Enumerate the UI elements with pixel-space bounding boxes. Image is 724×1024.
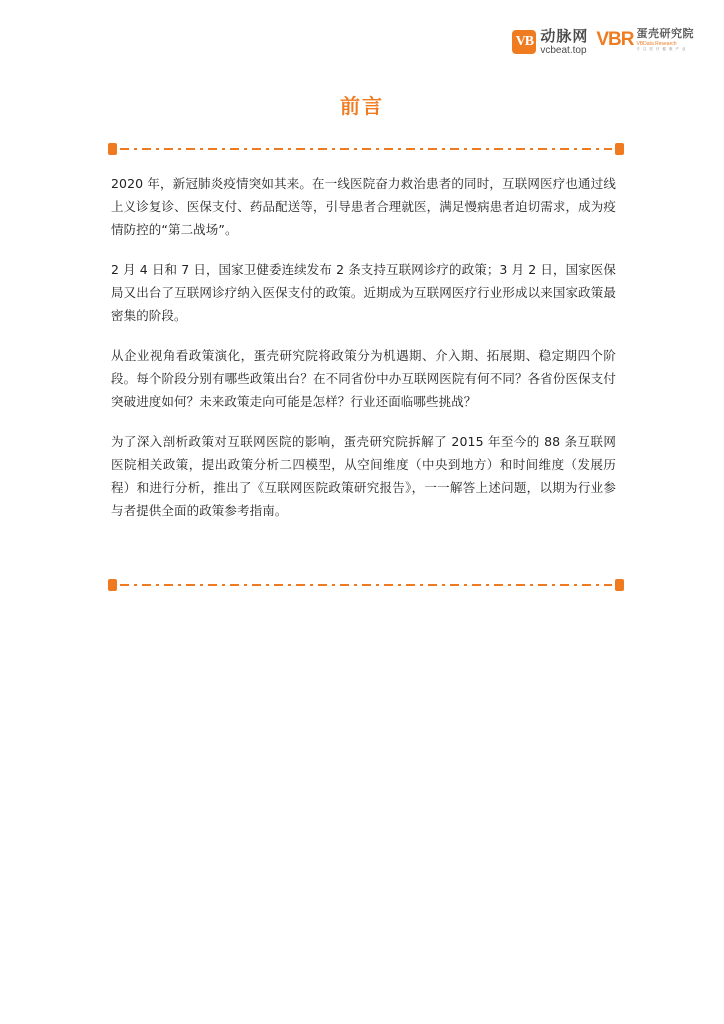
divider-cap-right xyxy=(615,143,624,155)
vbr-logo-en: VBData Research xyxy=(636,41,677,47)
page-title: 前言 xyxy=(340,94,384,118)
vcbeat-logo-icon: VB xyxy=(512,30,536,54)
vcbeat-logo-text xyxy=(540,27,588,56)
bottom-divider xyxy=(108,579,624,591)
vcbeat-logo-name: 动脉网 xyxy=(540,27,589,45)
paragraph-4: 为了深入剖析政策对互联网医院的影响，蛋壳研究院拆解了 2015 年至今的 88 条互联网医院相关政策，提出政策分析二四模型，从空间维度（中央到地方）和时间维度（发展历程）和进行分析，推出了《互联网医院政策研究报告》，一一解答上述问题，以期为行业参与者提供全面的政策参考指南。 xyxy=(111,434,616,518)
header-logos xyxy=(512,27,694,61)
top-divider xyxy=(108,143,624,155)
vbr-logo-icon: VBR xyxy=(596,29,634,50)
preface-body xyxy=(111,172,616,539)
vbr-logo-name: 蛋壳研究院 xyxy=(636,27,694,40)
vbr-logo-slogan: 专注医疗健康产业 xyxy=(636,47,689,51)
divider-cap-right xyxy=(615,579,624,591)
paragraph-3: 从企业视角看政策演化，蛋壳研究院将政策分为机遇期、介入期、拓展期、稳定期四个阶段。每个阶段分别有哪些政策出台？在不同省份中办互联网医院有何不同？各省份医保支付突破进度如何？未来政策走向可能是怎样？行业还面临哪些挑战？ xyxy=(111,348,616,409)
vcbeat-logo-domain: vcbeat.top xyxy=(540,45,587,56)
paragraph-1: 2020 年，新冠肺炎疫情突如其来。在一线医院奋力救治患者的同时，互联网医疗也通过线上义诊复诊、医保支付、药品配送等，引导患者合理就医，满足慢病患者迫切需求，成为疫情防控的“第二战场”。 xyxy=(111,176,616,237)
divider-cap-left xyxy=(108,143,117,155)
paragraph-2: 2 月 4 日和 7 日，国家卫健委连续发布 2 条支持互联网诊疗的政策；3 月 2 日，国家医保局又出台了互联网诊疗纳入医保支付的政策。近期成为互联网医疗行业形成以来国家政策最密集的阶段。 xyxy=(111,262,616,323)
divider-cap-left xyxy=(108,579,117,591)
divider-dashed-line xyxy=(120,584,612,586)
vbr-logo-text xyxy=(637,27,695,52)
divider-dashed-line xyxy=(120,148,612,150)
